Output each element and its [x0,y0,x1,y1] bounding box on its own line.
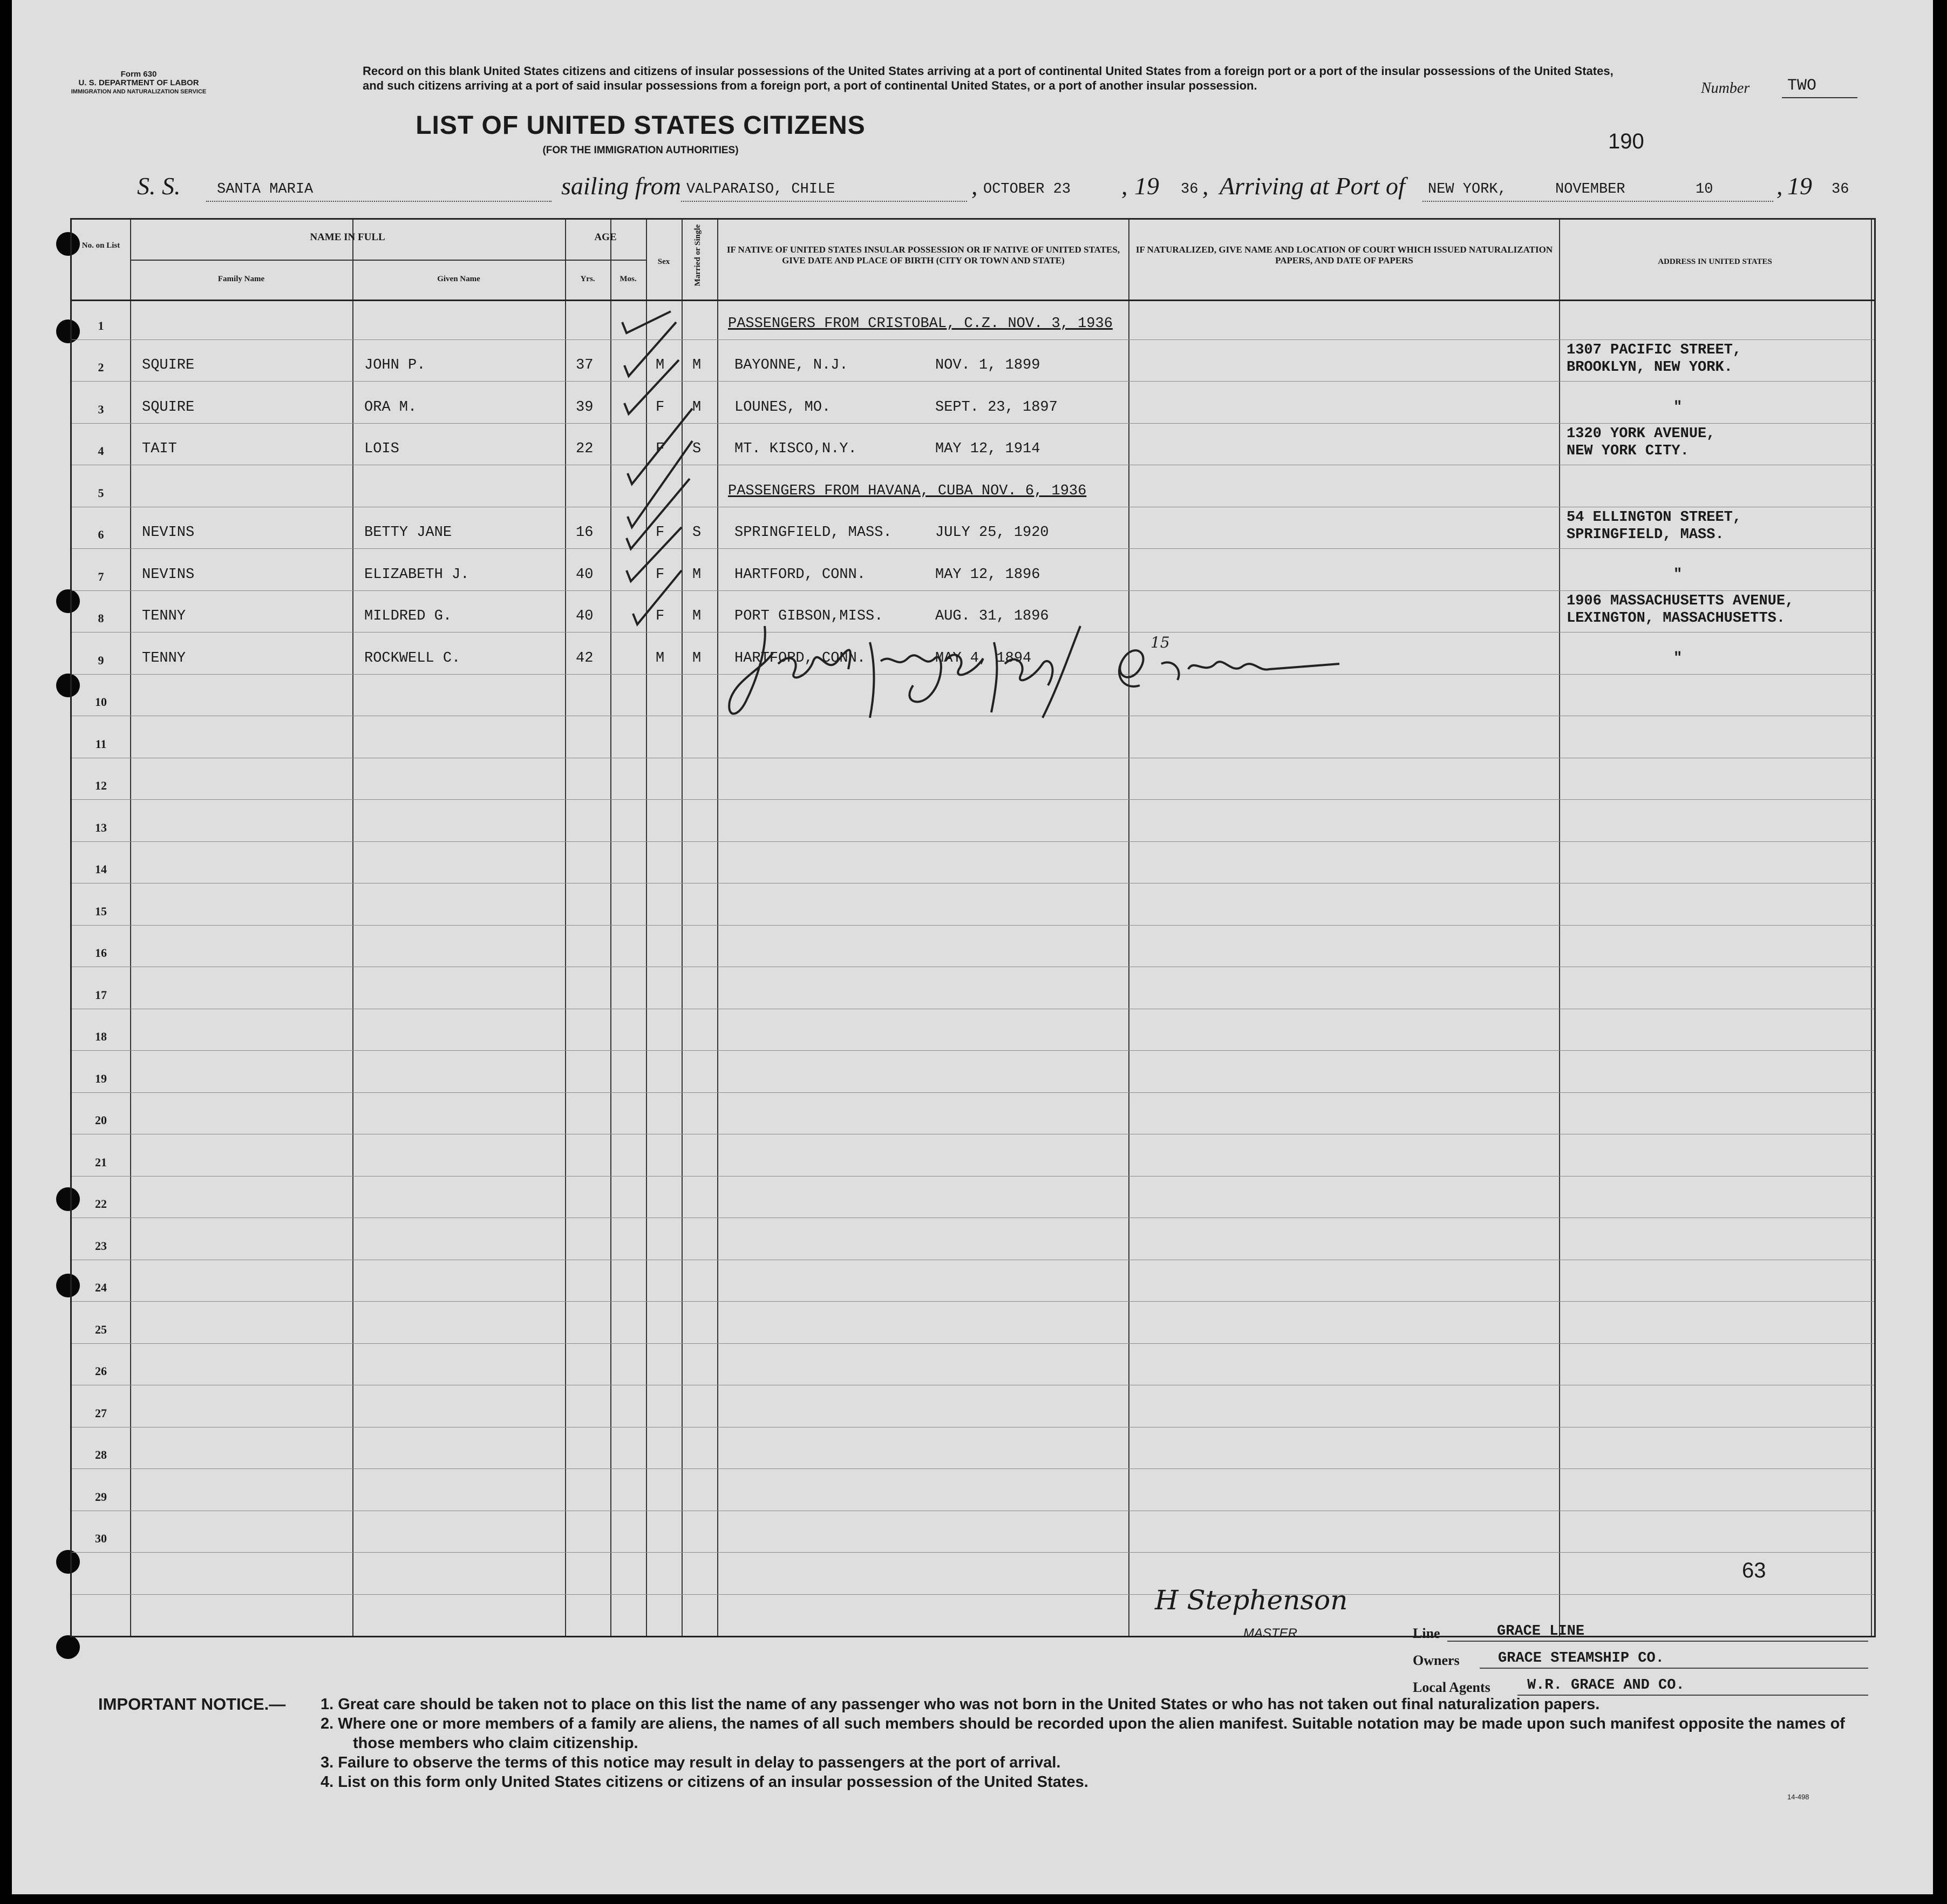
family-name: NEVINS [142,566,195,583]
address-line: 1320 YORK AVENUE, [1567,426,1715,442]
row-number: 23 [95,1239,107,1253]
column-divider [1128,220,1129,1636]
column-divider [352,220,353,1636]
row-number: 13 [95,820,107,834]
sex: M [656,650,665,667]
row-rule [72,841,1874,842]
row-number: 2 [98,361,104,374]
voyage-line [12,172,1933,209]
row-number: 16 [95,946,107,960]
line-label: Line [1413,1626,1440,1641]
age-years: 37 [576,357,594,373]
address-line: " [1673,566,1683,583]
row-number: 30 [95,1532,107,1545]
address-line: NEW YORK CITY. [1567,443,1689,459]
family-name: SQUIRE [142,357,195,373]
header-subdivider [130,260,646,261]
notice-item: 3. Failure to observe the terms of this notice may result in delay to passengers at the port of arrival. [321,1754,1061,1771]
col-header-birth: IF NATIVE OF UNITED STATES INSULAR POSSESSION OR IF NATIVE OF UNITED STATES, GIVE DATE AND PLACE OF BIRTH (CITY OR TOWN AND STATE) [726,244,1120,266]
arrival-month: NOVEMBER [1555,181,1625,198]
page-subtitle: (FOR THE IMMIGRATION AUTHORITIES) [542,145,739,156]
from-port-underline [681,201,967,202]
birthplace: BAYONNE, N.J. [734,357,848,373]
col-header-mos: Mos. [620,275,637,283]
sex: F [656,441,665,457]
arriving-label: Arriving at Port of [1220,172,1405,200]
row-rule [72,1092,1874,1093]
ship-underline [206,201,552,202]
notice-item: 2. Where one or more members of a family are aliens, the names of all such members should be recorded upon the alien manifest. Suitable notation may be made upon such manifest opposite the names of those members who claim citizenship. [321,1715,1845,1752]
age-years: 40 [576,608,594,624]
row-number: 3 [98,402,104,416]
stamp-number: 190 [1608,130,1644,153]
family-name: TENNY [142,608,186,624]
address-line: BROOKLYN, NEW YORK. [1567,359,1733,376]
row-number: 25 [95,1322,107,1336]
address-line: LEXINGTON, MASSACHUSETTS. [1567,610,1786,627]
marital-status: M [692,399,702,416]
row-number: 7 [98,569,104,583]
family-name: SQUIRE [142,399,195,416]
col-header-given-name: Given Name [437,275,480,283]
notice-list [321,1695,1885,1792]
age-years: 22 [576,441,594,457]
inspector-signature [713,610,1469,750]
ss-label: S. S. [137,172,181,200]
department-name: U. S. DEPARTMENT OF LABOR [78,78,199,87]
line-value: GRACE LINE [1497,1623,1585,1640]
ship-name: SANTA MARIA [217,181,314,198]
row-rule [72,799,1874,800]
row-number: 22 [95,1197,107,1211]
sailing-label: sailing from [561,172,681,200]
header-bottom-rule [72,300,1874,301]
col-header-no: No. on List [81,241,120,250]
arrival-year: 36 [1832,181,1849,198]
row-rule [72,548,1874,549]
comma-sep: , [1121,172,1128,200]
row-rule [72,339,1874,340]
row-number: 20 [95,1113,107,1127]
col-header-name-in-full: NAME IN FULL [310,232,385,243]
row-number: 24 [95,1281,107,1294]
section-heading: PASSENGERS FROM CRISTOBAL, C.Z. NOV. 3, 1936 [728,315,1113,332]
owners-underline [1480,1668,1868,1669]
owners-label: Owners [1413,1653,1460,1668]
col-header-naturalized: IF NATURALIZED, GIVE NAME AND LOCATION OF COURT WHICH ISSUED NATURALIZATION PAPERS, AND DATE OF PAPERS [1135,244,1553,266]
row-number: 28 [95,1448,107,1461]
passenger-table [70,218,1876,1637]
given-name: ORA M. [364,399,417,416]
given-name: BETTY JANE [364,525,452,541]
birthdate: AUG. 31, 1896 [935,608,1049,624]
col-header-married-single: Married or Single [693,224,702,287]
birthplace: LOUNES, MO. [734,399,831,416]
row-rule [72,381,1874,382]
birthdate: JULY 25, 1920 [935,525,1049,541]
row-number: 6 [98,528,104,541]
sail-date: OCTOBER 23 [983,181,1071,198]
given-name: JOHN P. [364,357,426,373]
marital-status: S [692,525,702,541]
marital-status: M [692,357,702,373]
marital-status: S [692,441,702,457]
master-label: MASTER [1243,1626,1298,1641]
marital-status: M [692,650,702,667]
notice-title: IMPORTANT NOTICE.— [98,1695,286,1713]
birthplace: HARTFORD, CONN. [734,566,866,583]
agents-label: Local Agents [1413,1679,1490,1695]
column-divider [130,220,131,1636]
row-number: 27 [95,1406,107,1420]
arrival-year-prefix: 19 [1787,172,1812,200]
birthplace: SPRINGFIELD, MASS. [734,525,892,541]
row-number: 17 [95,988,107,1002]
notice-item: 4. List on this form only United States citizens or citizens of an insular possession of the United States. [321,1773,1088,1791]
marital-status: M [692,566,702,583]
number-value: TWO [1787,77,1817,95]
address-line: 1906 MASSACHUSETTS AVENUE, [1567,593,1794,609]
given-name: ROCKWELL C. [364,650,461,667]
row-number: 26 [95,1364,107,1378]
row-rule [72,1594,1874,1595]
notice-item: 1. Great care should be taken not to place on this list the name of any passenger who was not born in the United States or who has not taken out final naturalization papers. [321,1696,1600,1713]
row-number: 15 [95,904,107,918]
arrival-day: 10 [1696,181,1713,198]
family-name: TENNY [142,650,186,667]
given-name: ELIZABETH J. [364,566,469,583]
col-header-yrs: Yrs. [580,275,595,283]
row-rule [72,1552,1874,1553]
row-number: 10 [95,695,107,709]
row-number: 8 [98,611,104,625]
manifest-sheet [12,0,1933,1894]
section-heading: PASSENGERS FROM HAVANA, CUBA NOV. 6, 1936 [728,482,1087,499]
form-number: Form 630 [120,70,157,79]
page-title: LIST OF UNITED STATES CITIZENS [416,111,866,140]
age-years: 16 [576,525,594,541]
given-name: LOIS [364,441,399,457]
address-line: " [1673,650,1683,667]
row-rule [72,925,1874,926]
address-line: 1307 PACIFIC STREET, [1567,342,1742,358]
row-rule [72,423,1874,424]
birthplace: MT. KISCO,N.Y. [734,441,857,457]
line-underline [1447,1641,1868,1642]
form-identifier [66,70,212,96]
row-rule [72,1468,1874,1469]
number-underline [1782,97,1857,98]
arrival-underline [1422,201,1773,202]
marital-status: M [692,608,702,624]
form-instructions: Record on this blank United States citizens and citizens of insular possessions of the United States arriving at a port of continental United States from a foreign port or a port of the insular possessions of the United States, and such citizens arriving at a port of said insular possessions from a foreign port, a port of continental United States, or a port of another insular possession. [363,64,1614,92]
column-divider [1559,220,1560,1636]
comma-sep: , [1776,172,1783,200]
age-years: 39 [576,399,594,416]
row-rule [72,1050,1874,1051]
page-count: 63 [1742,1559,1766,1582]
address-line: " [1673,399,1683,416]
sex: F [656,525,665,541]
birthdate: MAY 12, 1896 [935,566,1040,583]
col-header-address: ADDRESS IN UNITED STATES [1658,257,1772,266]
sex: F [656,399,665,416]
address-line: 54 ELLINGTON STREET, [1567,509,1742,526]
age-years: 42 [576,650,594,667]
row-rule [72,590,1874,591]
sail-year-prefix: 19 [1134,172,1159,200]
arrival-port: NEW YORK, [1428,181,1507,198]
col-header-sex: Sex [657,257,670,266]
row-number: 1 [98,318,104,332]
col-header-family-name: Family Name [217,275,265,283]
row-number: 19 [95,1071,107,1085]
sail-year: 36 [1181,181,1199,198]
from-port: VALPARAISO, CHILE [686,181,835,198]
row-number: 4 [98,444,104,458]
address-line: SPRINGFIELD, MASS. [1567,527,1724,543]
birthdate: SEPT. 23, 1897 [935,399,1058,416]
row-number: 9 [98,653,104,667]
row-rule [72,1301,1874,1302]
family-name: NEVINS [142,525,195,541]
col-header-age: AGE [594,232,617,243]
signature-text: 15 [1150,634,1170,651]
sex: M [656,357,665,373]
print-code: 14-498 [1787,1793,1809,1801]
birthdate: MAY 12, 1914 [935,441,1040,457]
row-number: 14 [95,862,107,876]
row-number: 21 [95,1155,107,1169]
comma-sep: , [971,172,978,200]
row-number: 5 [98,486,104,500]
row-number: 29 [95,1490,107,1504]
birthplace: HARTFORD, CONN. [734,650,866,667]
column-divider [565,220,566,1636]
age-years: 40 [576,566,594,583]
agents-value: W.R. GRACE AND CO. [1527,1677,1685,1694]
given-name: MILDRED G. [364,608,452,624]
family-name: TAIT [142,441,177,457]
sex: F [656,566,665,583]
punch-hole [56,1635,80,1659]
row-number: 11 [95,737,107,751]
service-name: IMMIGRATION AND NATURALIZATION SERVICE [71,89,207,95]
row-rule [72,1343,1874,1344]
sex: F [656,608,665,624]
row-rule [72,1176,1874,1177]
owners-value: GRACE STEAMSHIP CO. [1498,1650,1664,1667]
birthplace: PORT GIBSON,MISS. [734,608,883,624]
birthdate: MAY 4, 1894 [935,650,1032,667]
birthdate: NOV. 1, 1899 [935,357,1040,373]
column-divider [1871,220,1872,1636]
row-number: 18 [95,1030,107,1043]
master-signature: H Stephenson [1155,1585,1348,1616]
number-label: Number [1701,80,1750,97]
comma-sep: , [1202,172,1209,200]
row-number: 12 [95,779,107,792]
